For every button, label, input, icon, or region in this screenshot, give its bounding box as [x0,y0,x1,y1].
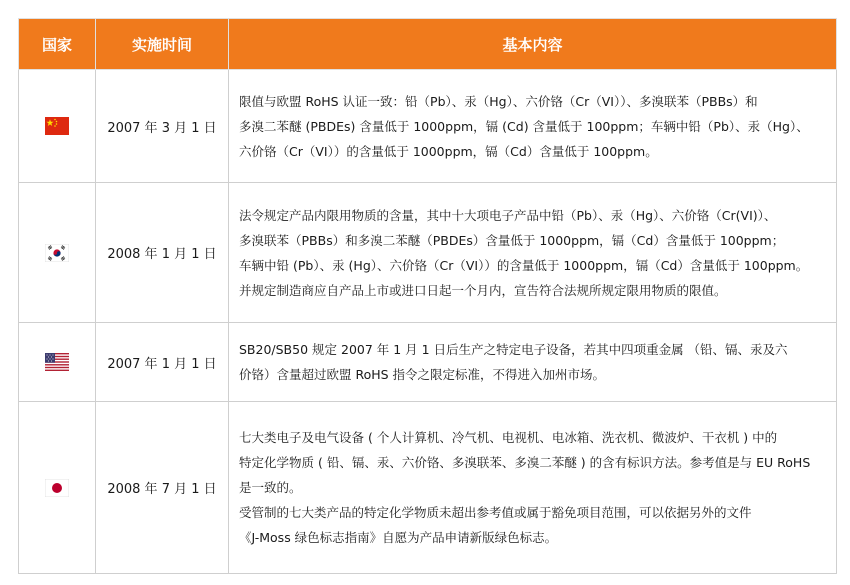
content-line: SB20/SB50 规定 2007 年 1 月 1 日后生产之特定电子设备，若其中四项重金属 （铅、镉、汞及六 [239,342,788,357]
content-line: 是一致的。 [239,480,302,495]
rohs-regulation-table [18,18,837,574]
content-line: 价铬）含量超过欧盟 RoHS 指令之限定标准，不得进入加州市场。 [239,367,606,382]
table-row [19,70,837,183]
country-cell [19,183,96,323]
country-cell [19,402,96,574]
japan-flag-icon [45,479,69,497]
south-korea-flag-icon [45,244,69,262]
date-cell: 2008 年 7 月 1 日 [96,402,229,574]
regulation-table-container [18,18,836,574]
header-content: 基本内容 [229,19,837,70]
content-cell [229,183,837,323]
content-line: 多溴联苯（PBBs）和多溴二苯醚（PBDEs）含量低于 1000ppm，镉（Cd）含量低于 100ppm； [239,232,785,248]
table-header-row [19,19,837,70]
content-line: 六价铬（Cr（VI））的含量低于 1000ppm，镉（Cd）含量低于 100ppm。 [239,143,658,159]
content-line: 限值与欧盟 RoHS 认证一致：铅（Pb）、汞（Hg）、六价铬（Cr（VI））、多溴联苯（PBBs）和 [239,93,758,109]
country-cell [19,323,96,402]
content-line: 受管制的七大类产品的特定化学物质未超出参考值或属于豁免项目范围，可以依据另外的文件 [239,505,752,520]
content-cell [229,323,837,402]
content-line: 多溴二苯醚 (PBDEs) 含量低于 1000ppm，镉 (Cd) 含量低于 100ppm；车辆中铅（Pb）、汞（Hg）、 [239,118,809,134]
date-cell: 2008 年 1 月 1 日 [96,183,229,323]
table-row [19,323,837,402]
table-row [19,183,837,323]
content-line: 七大类电子及电气设备 ( 个人计算机、冷气机、电视机、电冰箱、洗衣机、微波炉、干衣机 ) 中的 [239,430,778,445]
china-flag-icon [45,117,69,135]
header-date: 实施时间 [96,19,229,70]
header-country: 国家 [19,19,96,70]
country-cell [19,70,96,183]
content-line: 《J-Moss 绿色标志指南》自愿为产品申请新版绿色标志。 [239,530,558,545]
content-cell [229,70,837,183]
date-cell: 2007 年 3 月 1 日 [96,70,229,183]
date-cell: 2007 年 1 月 1 日 [96,323,229,402]
content-line: 并规定制造商应自产品上市或进口日起一个月内，宣告符合法规所规定限用物质的限值。 [239,282,727,298]
content-line: 特定化学物质 ( 铅、镉、汞、六价铬、多溴联苯、多溴二苯醚 ) 的含有标识方法。参考值是与 EU RoHS [239,455,811,470]
content-line: 车辆中铅 (Pb）、汞 (Hg）、六价铬（Cr（VI））的含量低于 1000ppm，镉（Cd）含量低于 100ppm。 [239,257,809,273]
content-line: 法令规定产品内限用物质的含量，其中十大项电子产品中铅（Pb）、汞（Hg）、六价铬（Cr(VI)）、 [239,207,777,223]
table-row [19,402,837,574]
content-cell [229,402,837,574]
usa-flag-icon [45,353,69,371]
